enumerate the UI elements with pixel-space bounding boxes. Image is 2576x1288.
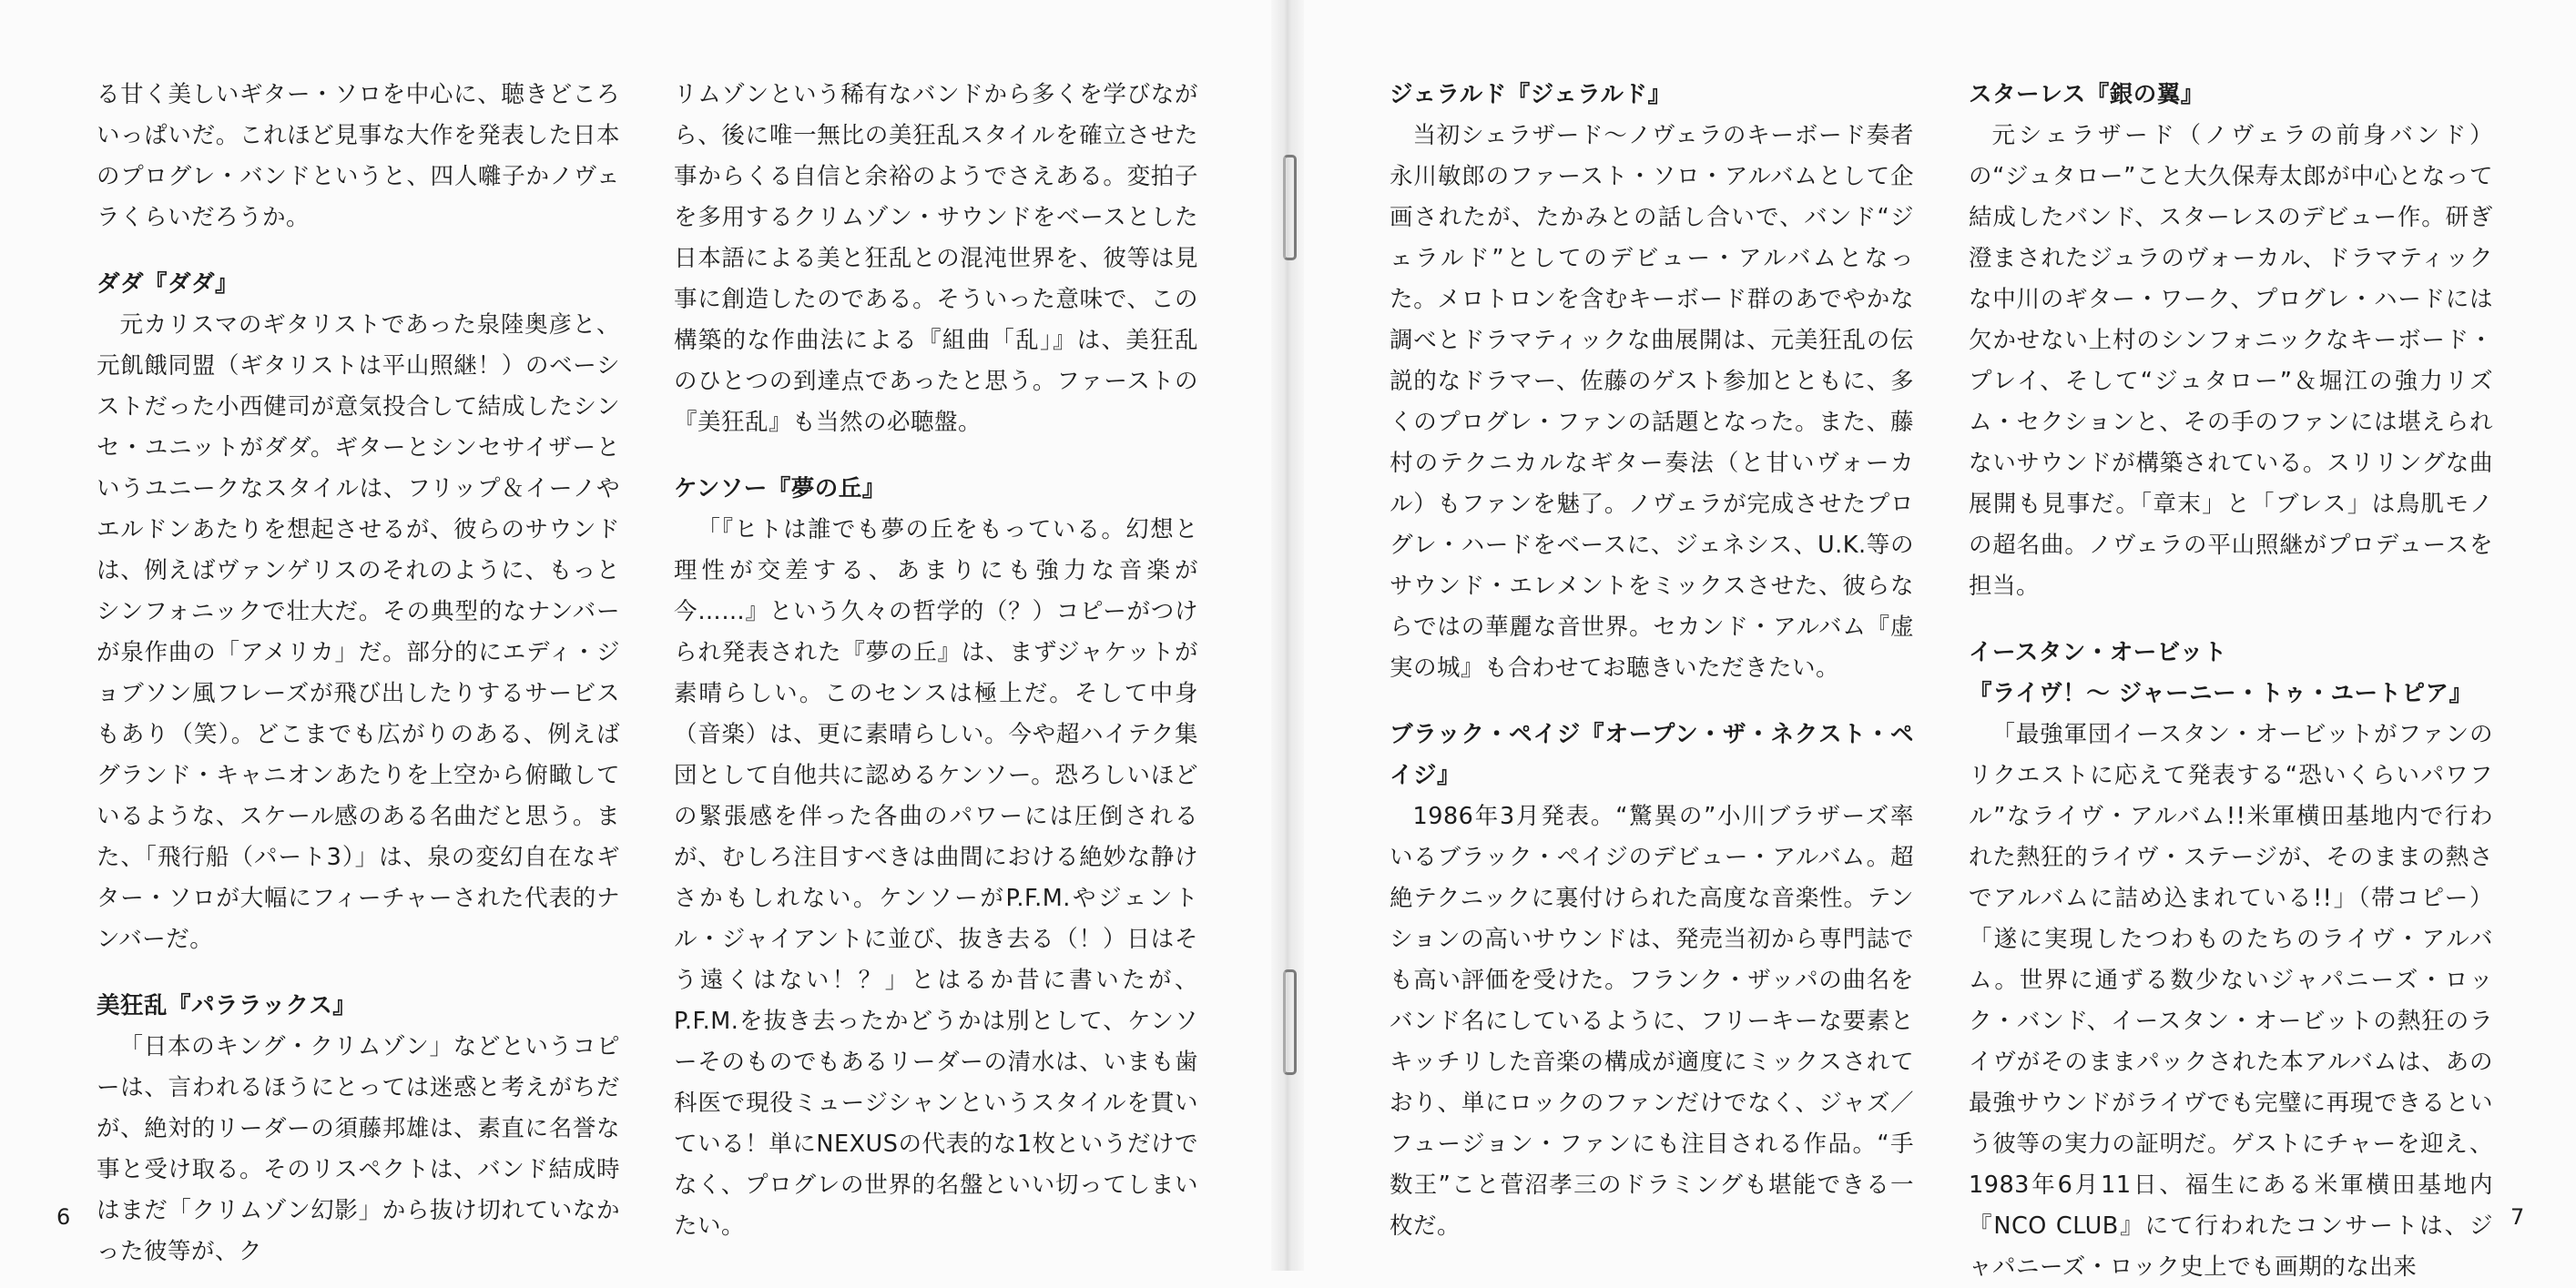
text-column-1 xyxy=(97,75,620,1273)
paragraph-dada: 元カリスマのギタリストであった泉陸奥彦と、元飢餓同盟（ギタリストは平山照継！）のベーシストだった小西健司が意気投合して結成したシンセ・ユニットがダダ。ギターとシンセサイザーというユニークなスタイルは、フリップ＆イーノやエルドンあたりを想起させるが、彼らのサウンドは、例えばヴァンゲリスのそれのように、もっとシンフォニックで壮大だ。その典型的なナンバーが泉作曲の「アメリカ」だ。部分的にエディ・ジョブソン風フレーズが飛び出したりするサービスもあり（笑）。どこまでも広がりのある、例えばグランド・キャニオンあたりを上空から俯瞰しているような、スケール感のある名曲だと思う。また、「飛行船（パート3）」は、泉の変幻自在なギター・ソロが大幅にフィーチャーされた代表的ナンバーだ。 xyxy=(97,311,620,953)
page-number-left: 6 xyxy=(56,1204,71,1230)
section-heading-eastern-orbit xyxy=(1969,633,2493,715)
text-column-3 xyxy=(1390,75,1914,1247)
section-heading-gerard: ジェラルド『ジェラルド』 xyxy=(1390,81,1672,108)
text-column-4 xyxy=(1969,75,2493,1288)
text-column-2 xyxy=(674,75,1198,1247)
paragraph-black-page: 1986年3月発表。“驚異の”小川ブラザーズ率いるブラック・ペイジのデビュー・アルバム。超絶テクニックに裏付けられた高度な音楽性。テンションの高いサウンドは、発売当初から専門誌でも高い評価を受けた。フランク・ザッパの曲名をバンド名にしているように、フリーキーな要素とキッチリした音楽の構成が適度にミックスされており、単にロックのファンだけでなく、ジャズ／フュージョン・ファンにも注目される作品。“手数王”こと菅沼孝三のドラミングも堪能できる一枚だ。 xyxy=(1390,803,1914,1240)
page-number-right: 7 xyxy=(2510,1204,2525,1230)
heading-line-2: 『ライヴ！～ ジャーニー・トゥ・ユートピア』 xyxy=(1969,680,2473,707)
paragraph-eastern-orbit: 「最強軍団イースタン・オービットがファンのリクエストに応えて発表する“恐いくらいパワフル”なライヴ・アルバム!!米軍横田基地内で行われた熱狂的ライヴ・ステージが、そのままの熱さでアルバムに詰め込まれている!!」（帯コピー）「遂に実現したつわものたちのライヴ・アルバム。世界に通ずる数少ないジャパニーズ・ロック・バンド、イースタン・オービットの熱狂のライヴがそのままパックされた本アルバムは、あの最強サウンドがライヴでも完璧に再現できるという彼等の実力の証明だ。ゲストにチャーを迎え、1983年6月11日、福生にある米軍横田基地内『NCO CLUB』にて行われたコンサートは、ジャパニーズ・ロック史上でも画期的な出来 xyxy=(1969,721,2493,1281)
staple-icon xyxy=(1283,969,1297,1075)
section-heading-kenso: ケンソー『夢の丘』 xyxy=(674,475,886,502)
paragraph-bikyoran: 「日本のキング・クリムゾン」などというコピーは、言われるほうにとっては迷惑と考えがちだが、絶対的リーダーの須藤邦雄は、素直に名誉な事と受け取る。そのリスペクトは、バンド結成時はまだ「クリムゾン幻影」から抜け切れていなかった彼等が、ク xyxy=(97,1033,620,1265)
paragraph-kenso: 「『ヒトは誰でも夢の丘をもっている。幻想と理性が交差する、あまりにも強力な音楽が今……』という久々の哲学的（？）コピーがつけられ発表された『夢の丘』は、まずジャケットが素晴らしい。このセンスは極上だ。そして中身（音楽）は、更に素晴らしい。今や超ハイテク集団として自他共に認めるケンソー。恐ろしいほどの緊張感を伴った各曲のパワーには圧倒されるが、むしろ注目すべきは曲間における絶妙な静けさかもしれない。ケンソーがP.F.M.やジェントル・ジャイアントに並び、抜き去る（！）日はそう遠くはない！？」とはるか昔に書いたが、P.F.M.を抜き去ったかどうかは別として、ケンソーそのものでもあるリーダーの清水は、いまも歯科医で現役ミュージシャンというスタイルを貫いている！単にNEXUSの代表的な1枚というだけでなく、プログレの世界的名盤といい切ってしまいたい。 xyxy=(674,516,1198,1240)
paragraph-starless: 元シェラザード（ノヴェラの前身バンド）の“ジュタロー”こと大久保寿太郎が中心となって結成したバンド、スターレスのデビュー作。研ぎ澄まされたジュラのヴォーカル、ドラマティックな中川のギター・ワーク、プログレ・ハードには欠かせない上村のシンフォニックなキーボード・プレイ、そして“ジュタロー”＆堀江の強力リズム・セクションと、その手のファンには堪えられないサウンドが構築されている。スリリングな曲展開も見事だ。「章末」と「ブレス」は鳥肌モノの超名曲。ノヴェラの平山照継がプロデュースを担当。 xyxy=(1969,122,2493,600)
paragraph-continuation: る甘く美しいギター・ソロを中心に、聴きどころいっぱいだ。これほど見事な大作を発表した日本のプログレ・バンドというと、四人囃子かノヴェラくらいだろうか。 xyxy=(97,81,620,231)
section-heading-starless: スターレス『銀の翼』 xyxy=(1969,81,2204,108)
section-heading-dada: ダダ『ダダ』 xyxy=(97,270,239,298)
paragraph-gerard: 当初シェラザード～ノヴェラのキーボード奏者永川敏郎のファースト・ソロ・アルバムとして企画されたが、たかみとの話し合いで、バンド“ジェラルド”としてのデビュー・アルバムとなった。メロトロンを含むキーボード群のあでやかな調べとドラマティックな曲展開は、元美狂乱の伝説的なドラマー、佐藤のゲスト参加とともに、多くのプログレ・ファンの話題となった。また、藤村のテクニカルなギター奏法（と甘いヴォーカル）もファンを魅了。ノヴェラが完成させたプログレ・ハードをベースに、ジェネシス、U.K.等のサウンド・エレメントをミックスさせた、彼らならではの華麗な音世界。セカンド・アルバム『虚実の城』も合わせてお聴きいただきたい。 xyxy=(1390,122,1914,682)
section-heading-bikyoran: 美狂乱『パララックス』 xyxy=(97,992,357,1019)
section-heading-black-page: ブラック・ペイジ『オープン・ザ・ネクスト・ペイジ』 xyxy=(1390,721,1914,789)
heading-line-1: イースタン・オービット xyxy=(1969,639,2227,666)
paragraph-bikyoran-continued: リムゾンという稀有なバンドから多くを学びながら、後に唯一無比の美狂乱スタイルを確立させた事からくる自信と余裕のようでさえある。変拍子を多用するクリムゾン・サウンドをベースとした日本語による美と狂乱との混沌世界を、彼等は見事に創造したのである。そういった意味で、この構築的な作曲法による『組曲「乱」』は、美狂乱のひとつの到達点であったと思う。ファーストの『美狂乱』も当然の必聴盤。 xyxy=(674,81,1198,436)
staple-icon xyxy=(1283,155,1297,260)
